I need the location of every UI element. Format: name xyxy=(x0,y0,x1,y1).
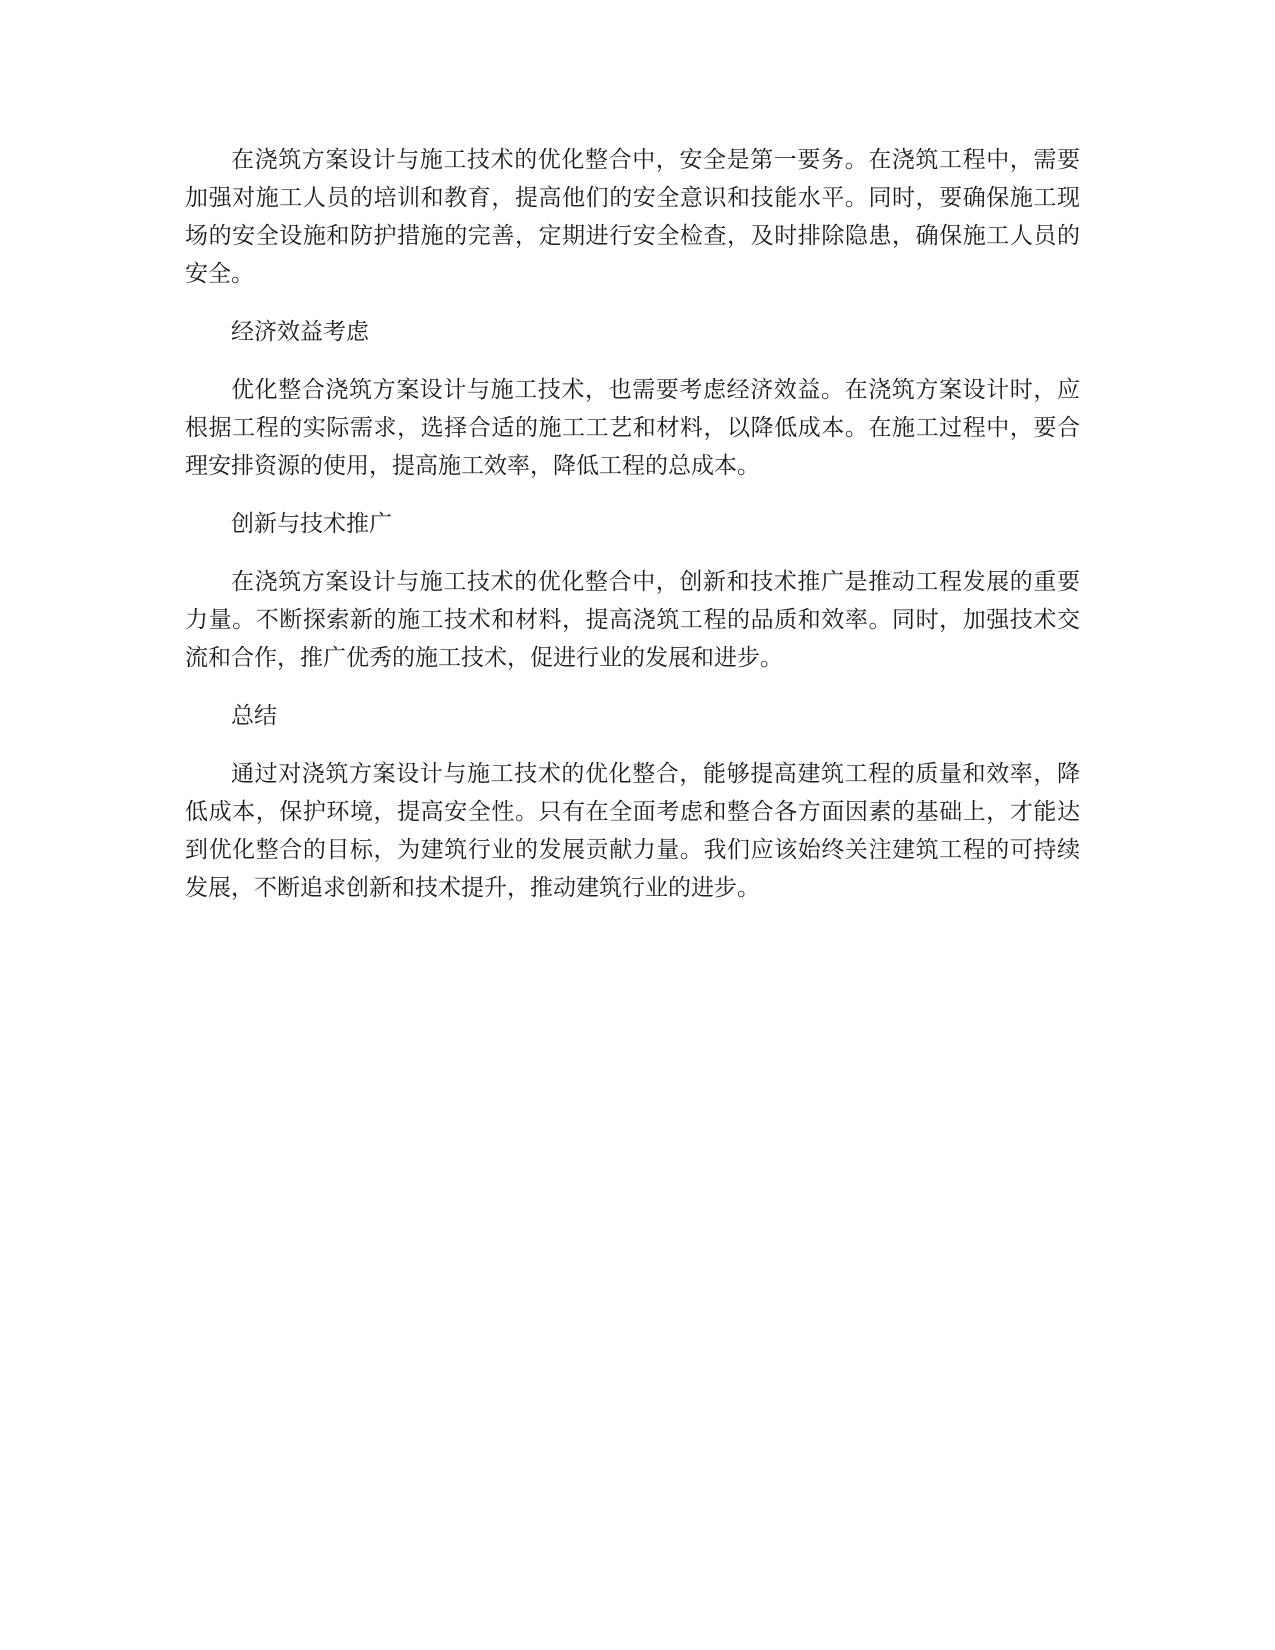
paragraph-economic-benefit: 优化整合浇筑方案设计与施工技术，也需要考虑经济效益。在浇筑方案设计时，应根据工程的实际需求，选择合适的施工工艺和材料，以降低成本。在施工过程中，要合理安排资源的使用，提高施工效率，降低工程的总成本。 xyxy=(185,377,1080,479)
document-body xyxy=(185,141,1080,927)
section-heading-innovation: 创新与技术推广 xyxy=(231,511,392,537)
section-heading-summary: 总结 xyxy=(231,703,277,729)
paragraph-summary: 通过对浇筑方案设计与施工技术的优化整合，能够提高建筑工程的质量和效率，降低成本，保护环境，提高安全性。只有在全面考虑和整合各方面因素的基础上，才能达到优化整合的目标，为建筑行业的发展贡献力量。我们应该始终关注建筑工程的可持续发展，不断追求创新和技术提升，推动建筑行业的进步。 xyxy=(185,761,1080,901)
section-heading-economic-benefit: 经济效益考虑 xyxy=(231,319,369,345)
paragraph-safety: 在浇筑方案设计与施工技术的优化整合中，安全是第一要务。在浇筑工程中，需要加强对施工人员的培训和教育，提高他们的安全意识和技能水平。同时，要确保施工现场的安全设施和防护措施的完善，定期进行安全检查，及时排除隐患，确保施工人员的安全。 xyxy=(185,147,1080,287)
paragraph-innovation: 在浇筑方案设计与施工技术的优化整合中，创新和技术推广是推动工程发展的重要力量。不断探索新的施工技术和材料，提高浇筑工程的品质和效率。同时，加强技术交流和合作，推广优秀的施工技术，促进行业的发展和进步。 xyxy=(185,569,1080,671)
